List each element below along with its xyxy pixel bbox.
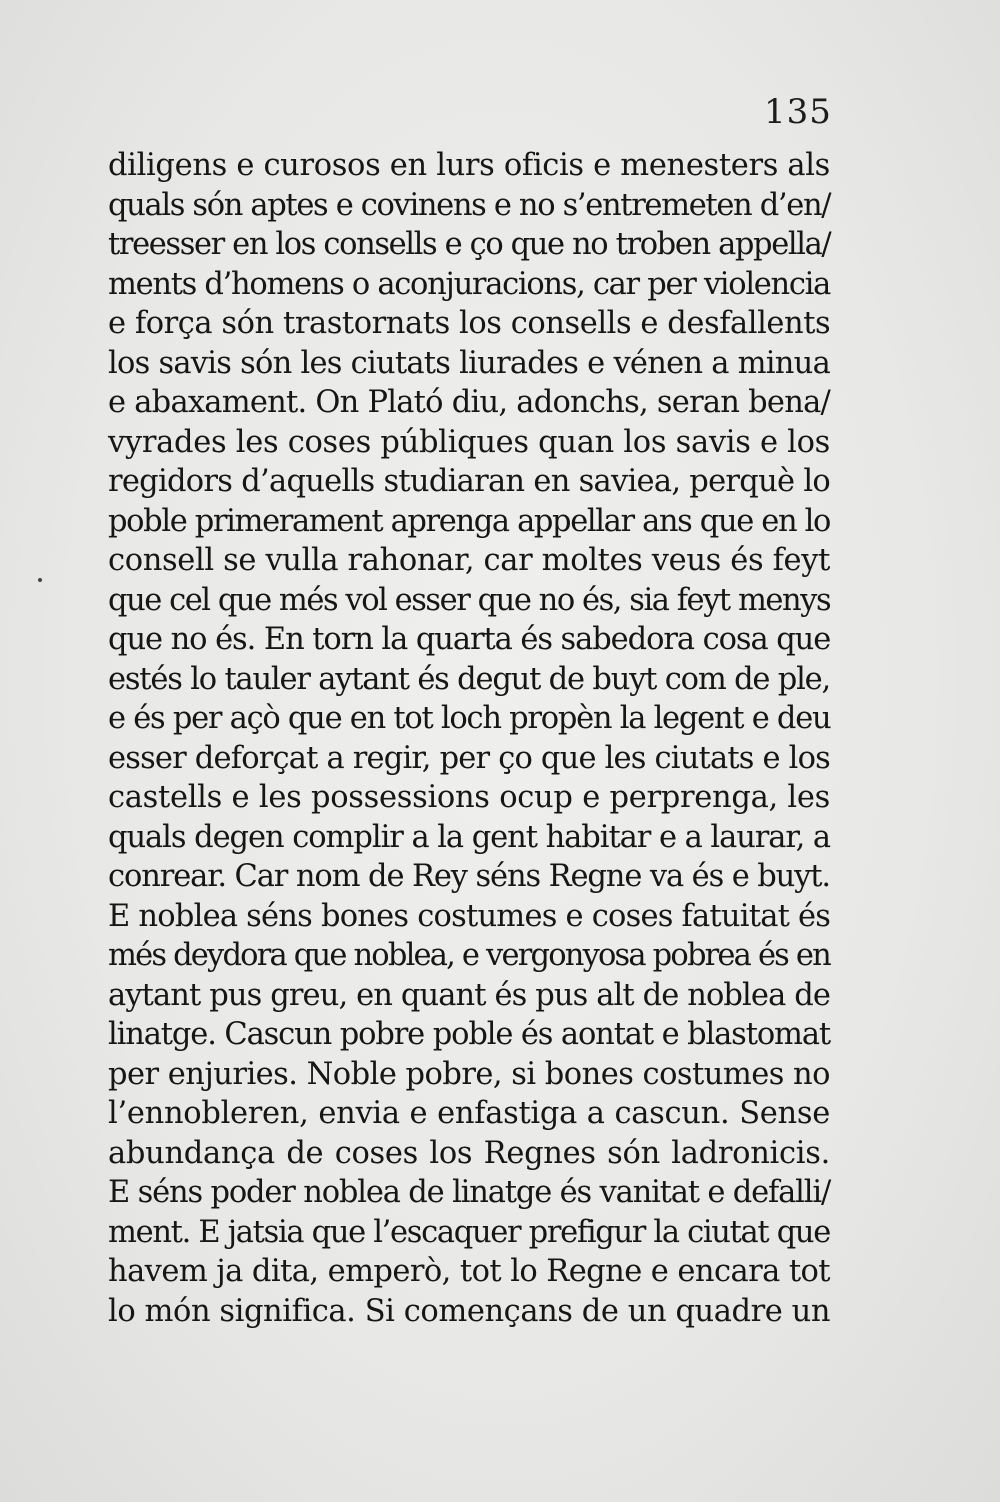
text-line: vyrades les coses públiques quan los savis e los (108, 424, 830, 460)
text-line: consell se vulla rahonar, car moltes veus és feyt (108, 543, 830, 578)
text-line: l’ennobleren, envia e enfastiga a cascun. Sense (108, 1096, 830, 1131)
text-line: que no és. En torn la quarta és sabedora cosa que (108, 622, 831, 657)
text-line: los savis són les ciutats liurades e vénen a minua (108, 345, 830, 381)
text-line: regidors d’aquells studiaran en saviea, perquè lo (108, 464, 830, 499)
text-line: ments d’homens o aconjuracions, car per violencia (108, 266, 830, 302)
text-line: quals degen complir a la gent habitar e a laurar, a (108, 819, 830, 855)
text-line: ment. E jatsia que l’escaquer prefigur la ciutat que (108, 1214, 830, 1250)
text-line: E noblea séns bones costumes e coses fatuitat és (108, 898, 831, 934)
text-line: aytant pus greu, en quant és pus alt de noblea de (108, 977, 830, 1013)
text-line: treesser en los consells e ço que no troben appella/ (108, 227, 831, 262)
text-line: esser deforçat a regir, per ço que les ciutats e los (108, 740, 830, 776)
text-line: conrear. Car nom de Rey séns Regne va és e buyt. (108, 859, 830, 894)
text-line: diligens e curosos en lurs oficis e menesters als (108, 148, 830, 183)
text-line: e és per açò que en tot loch propèn la legent e deu (108, 701, 831, 736)
text-line: e abaxament. On Plató diu, adonchs, seran bena/ (108, 385, 830, 420)
text-line: per enjuries. Noble pobre, si bones costumes no (108, 1056, 830, 1092)
text-line: poble primerament aprenga appellar ans que en lo (108, 503, 830, 539)
paper-speck (38, 578, 42, 582)
text-line: abundança de coses los Regnes són ladronicis. (108, 1135, 830, 1171)
text-line: castells e les possessions ocup e perprenga, les (108, 780, 830, 815)
text-line: que cel que més vol esser que no és, sia feyt menys (108, 582, 831, 618)
body-text (108, 146, 830, 1331)
page-number: 135 (764, 92, 832, 132)
text-line: més deydora que noblea, e vergonyosa pobrea és en (108, 938, 830, 973)
text-line: lo món significa. Si començans de un quadre un (108, 1293, 831, 1329)
text-line: havem ja dita, emperò, tot lo Regne e encara tot (108, 1254, 830, 1289)
text-line: linatge. Cascun pobre poble és aontat e blastomat (108, 1017, 830, 1052)
text-line: e força són trastornats los consells e desfallents (108, 306, 831, 341)
text-line: estés lo tauler aytant és degut de buyt com de ple, (108, 661, 830, 697)
text-line: quals són aptes e covinens e no s’entremeten d’en/ (108, 187, 831, 223)
text-line: E séns poder noblea de linatge és vanitat e defalli/ (108, 1175, 831, 1210)
